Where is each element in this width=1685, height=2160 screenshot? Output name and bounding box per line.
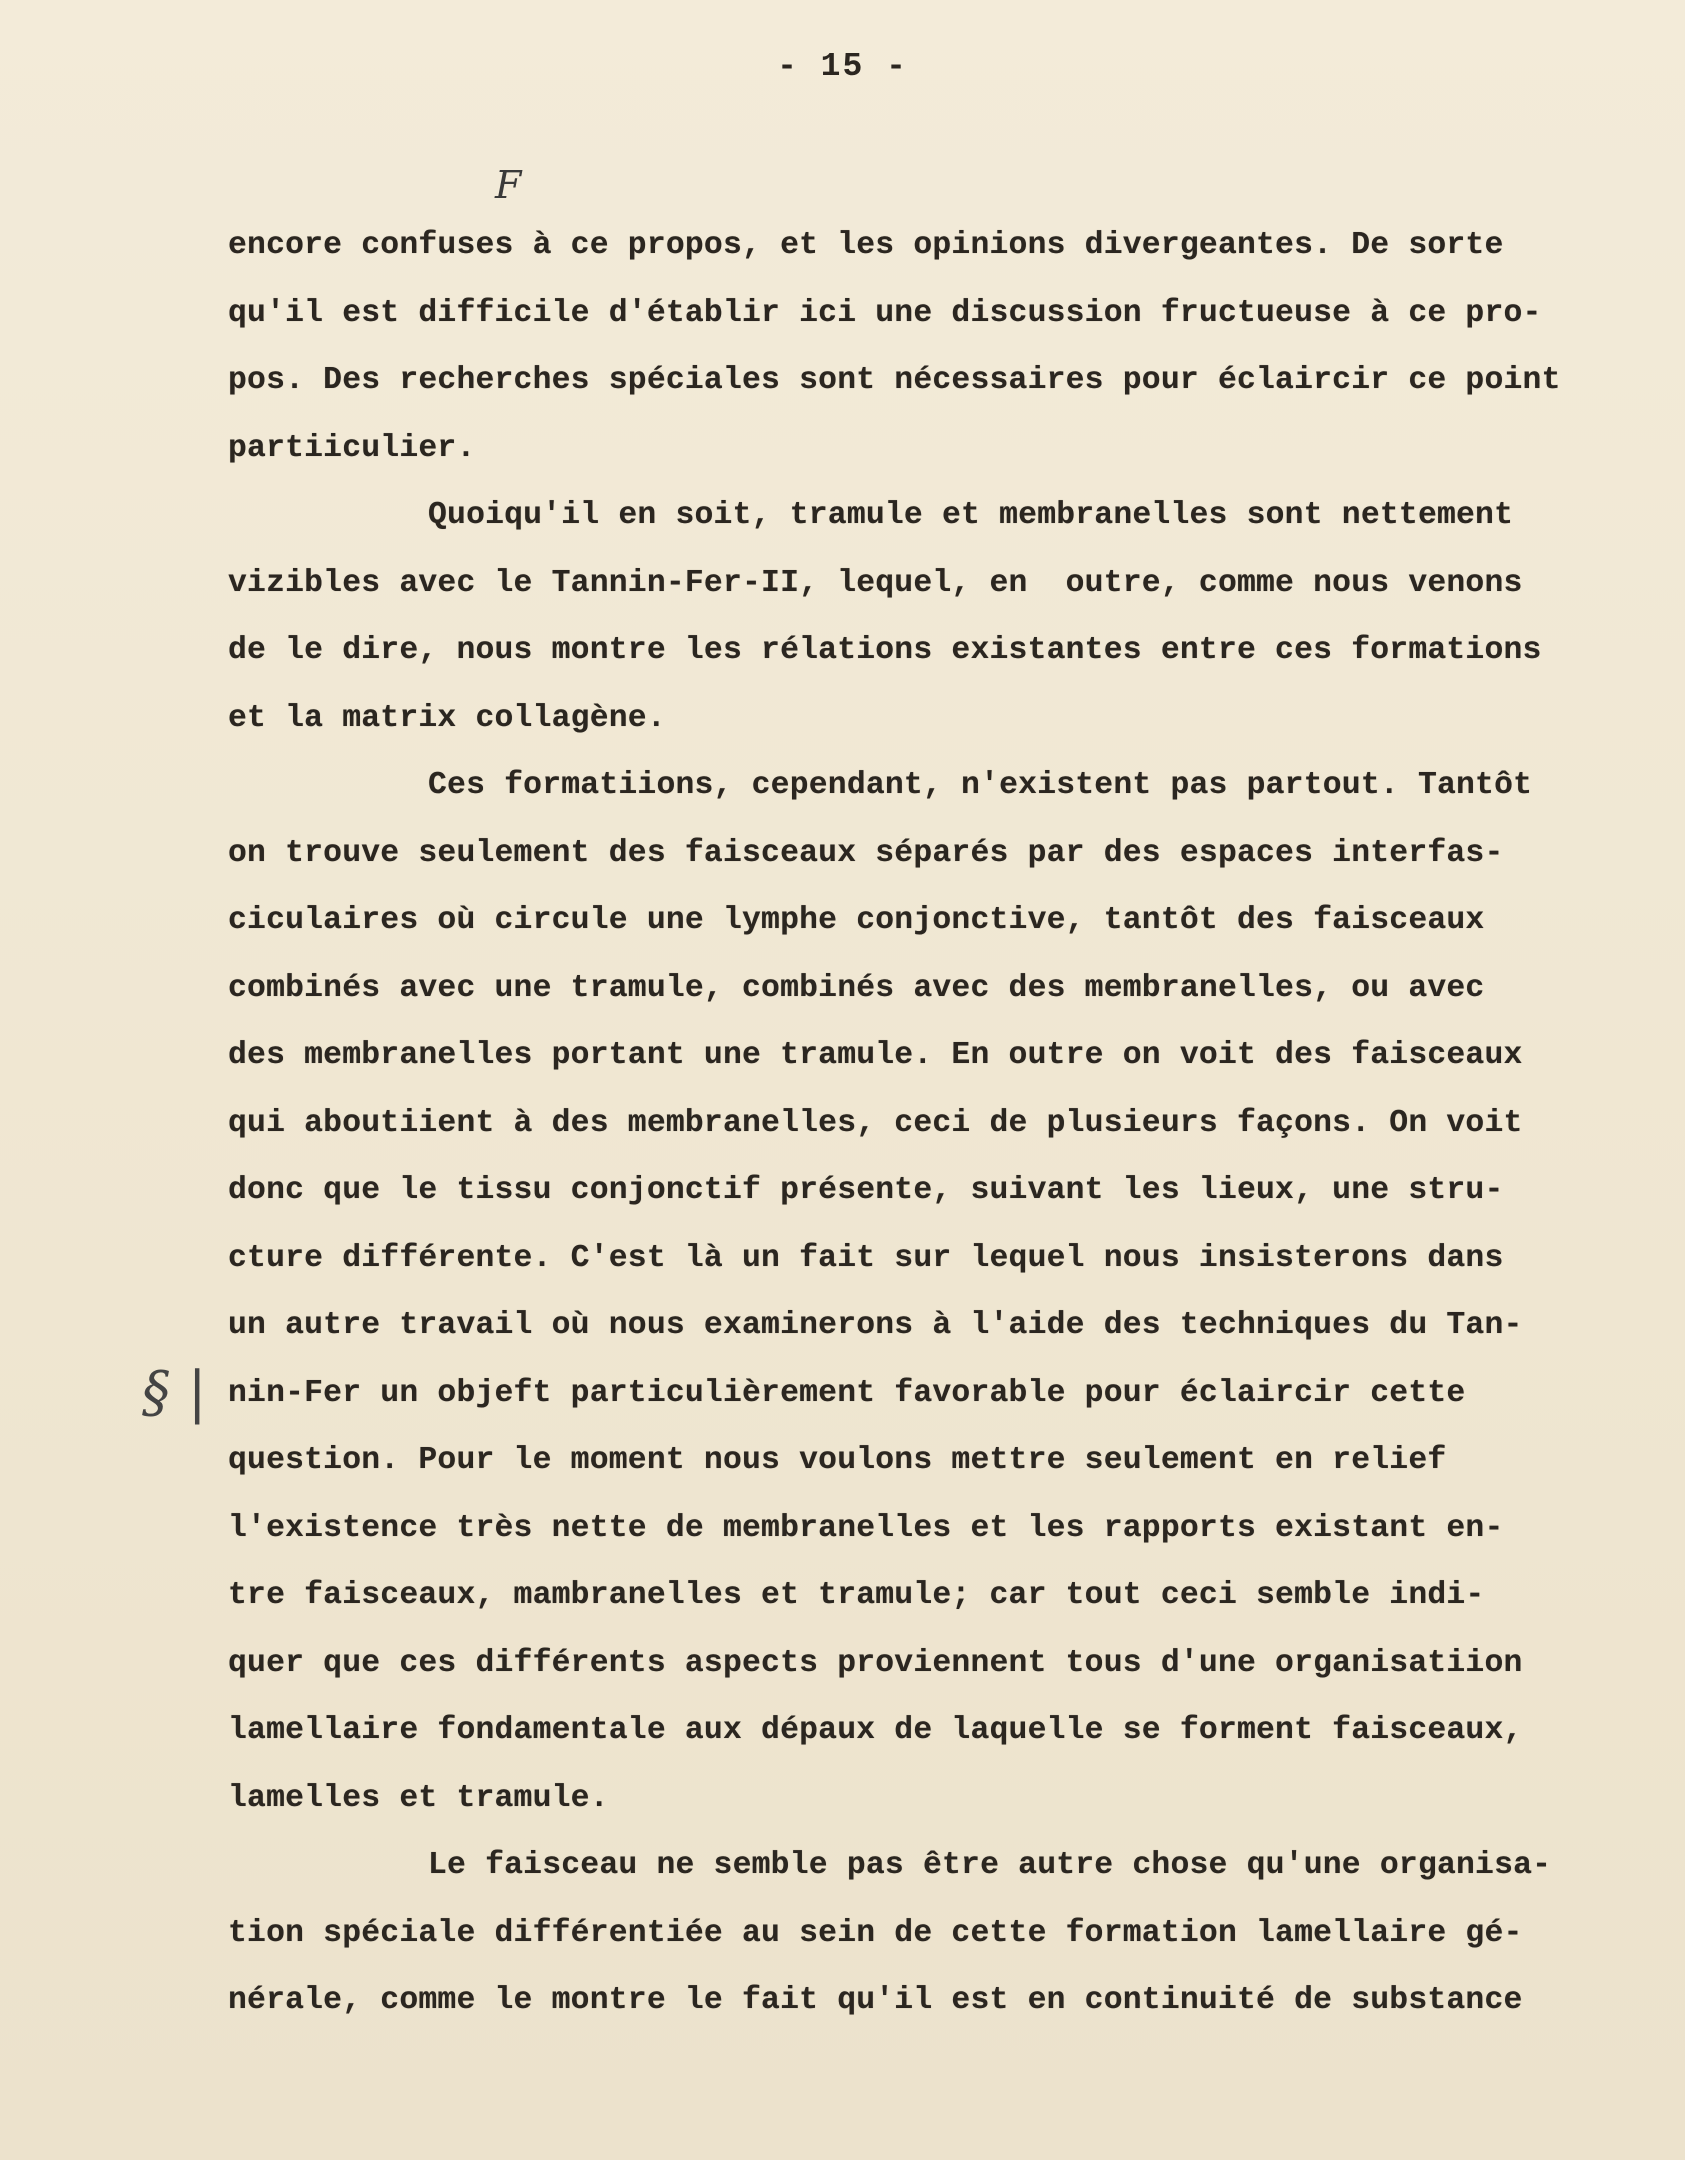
text-line: partiiculier.	[228, 430, 476, 466]
text-line: nin-Fer un objeft particulièrement favorable pour éclaircir cette	[228, 1375, 1466, 1411]
text-line: des membranelles portant une tramule. En outre on voit des faisceaux	[228, 1038, 1523, 1073]
text-line: donc que le tissu conjonctif présente, suivant les lieux, une stru-	[228, 1173, 1504, 1208]
text-line: encore confuses à ce propos, et les opinions divergeantes. De sorte	[228, 228, 1504, 263]
body-text	[228, 212, 1638, 2035]
text-line: Ces formatiions, cependant, n'existent pas partout. Tantôt	[428, 768, 1533, 803]
text-line: combinés avec une tramule, combinés avec des membranelles, ou avec	[228, 970, 1485, 1006]
text-line: de le dire, nous montre les rélations existantes entre ces formations	[228, 633, 1542, 668]
text-line: et la matrix collagène.	[228, 700, 666, 736]
text-line: ciculaires où circule une lymphe conjonctive, tantôt des faisceaux	[228, 903, 1485, 938]
text-line: tion spéciale différentiée au sein de cette formation lamellaire gé-	[228, 1915, 1523, 1951]
text-line: quer que ces différents aspects proviennent tous d'une organisatiion	[228, 1645, 1523, 1681]
text-line: lamelles et tramule.	[228, 1780, 609, 1816]
text-line: pos. Des recherches spéciales sont nécessaires pour éclaircir ce point	[228, 363, 1561, 398]
text-line: question. Pour le moment nous voulons mettre seulement en relief	[228, 1443, 1447, 1478]
handwritten-margin-mark: § |	[142, 1360, 207, 1425]
text-line: tre faisceaux, mambranelles et tramule; car tout ceci semble indi-	[228, 1578, 1485, 1613]
text-line: un autre travail où nous examinerons à l'aide des techniques du Tan-	[228, 1308, 1523, 1343]
text-line: lamellaire fondamentale aux dépaux de laquelle se forment faisceaux,	[228, 1713, 1523, 1748]
handwritten-correction-top: F	[495, 163, 522, 207]
text-line: Le faisceau ne semble pas être autre chose qu'une organisa-	[428, 1848, 1552, 1883]
text-line: Quoiqu'il en soit, tramule et membranelles sont nettement	[428, 498, 1514, 533]
text-line: l'existence très nette de membranelles et les rapports existant en-	[228, 1510, 1504, 1546]
text-line: nérale, comme le montre le fait qu'il est en continuité de substance	[228, 1983, 1523, 2018]
text-line: on trouve seulement des faisceaux séparés par des espaces interfas-	[228, 835, 1504, 871]
text-line: qui aboutiient à des membranelles, ceci de plusieurs façons. On voit	[228, 1105, 1523, 1141]
text-line: cture différente. C'est là un fait sur lequel nous insisterons dans	[228, 1240, 1504, 1276]
page-number: - 15 -	[777, 48, 908, 85]
text-line: qu'il est difficile d'établir ici une discussion fructueuse à ce pro-	[228, 295, 1542, 331]
text-line: vizibles avec le Tannin-Fer-II, lequel, en outre, comme nous venons	[228, 565, 1523, 601]
